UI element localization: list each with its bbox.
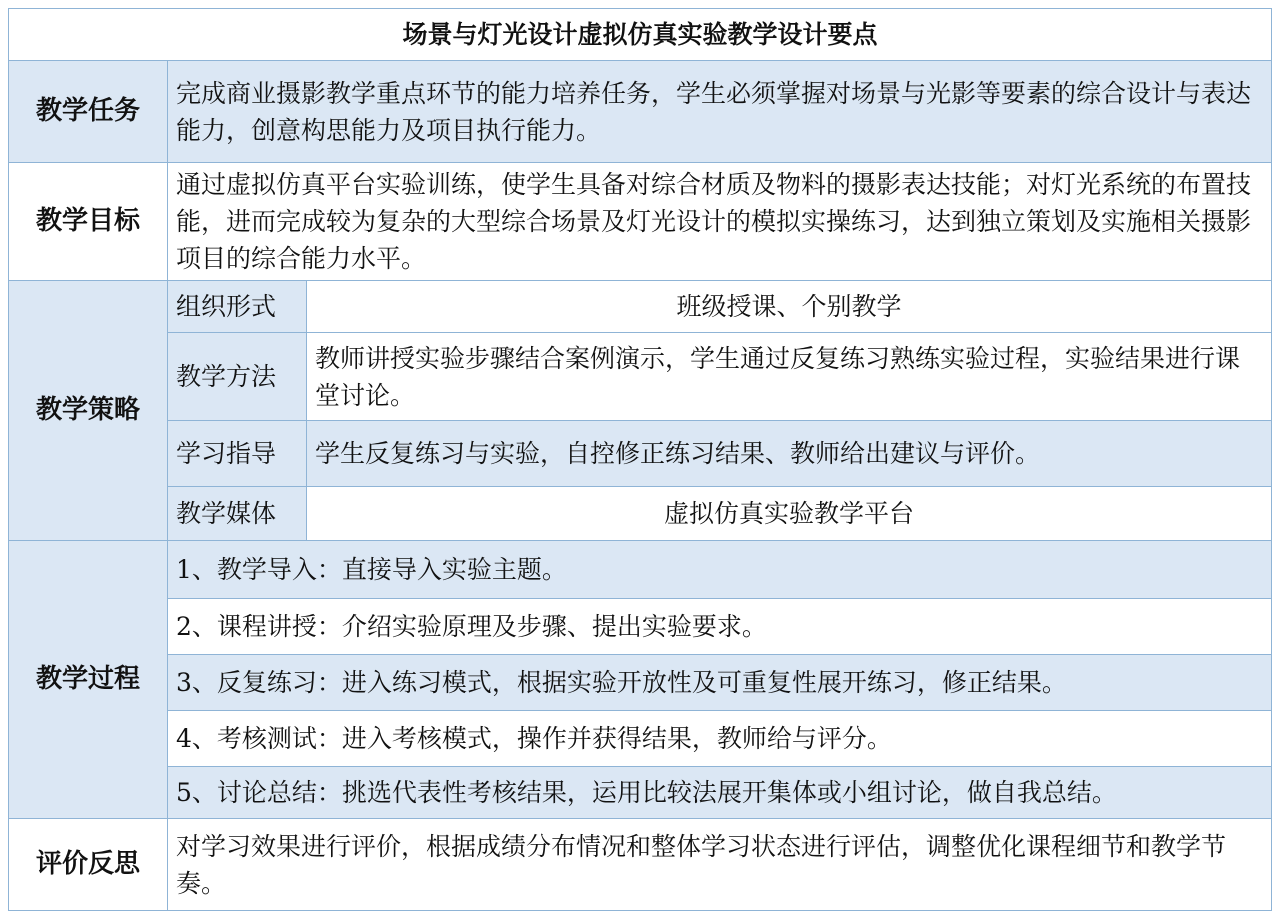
task-label: 教学任务 <box>9 61 168 163</box>
goal-label: 教学目标 <box>9 163 168 281</box>
strategy-label: 教学策略 <box>9 281 168 541</box>
task-text: 完成商业摄影教学重点环节的能力培养任务，学生必须掌握对场景与光影等要素的综合设计与表达能力，创意构思能力及项目执行能力。 <box>168 61 1272 163</box>
reflection-label: 评价反思 <box>9 819 168 911</box>
strategy-row-text: 教师讲授实验步骤结合案例演示，学生通过反复练习熟练实验过程，实验结果进行课堂讨论。 <box>307 333 1272 421</box>
process-step: 2、课程讲授：介绍实验原理及步骤、提出实验要求。 <box>168 599 1272 655</box>
strategy-row-label: 教学媒体 <box>168 487 307 541</box>
design-table-wrapper <box>8 8 1272 910</box>
strategy-row-label: 教学方法 <box>168 333 307 421</box>
reflection-text: 对学习效果进行评价，根据成绩分布情况和整体学习状态进行评估，调整优化课程细节和教学节奏。 <box>168 819 1272 911</box>
strategy-row-text: 学生反复练习与实验，自控修正练习结果、教师给出建议与评价。 <box>307 421 1272 487</box>
goal-text: 通过虚拟仿真平台实验训练，使学生具备对综合材质及物料的摄影表达技能；对灯光系统的布置技能，进而完成较为复杂的大型综合场景及灯光设计的模拟实操练习，达到独立策划及实施相关摄影项目的综合能力水平。 <box>168 163 1272 281</box>
process-label: 教学过程 <box>9 541 168 819</box>
table-title: 场景与灯光设计虚拟仿真实验教学设计要点 <box>9 9 1272 61</box>
strategy-row-text: 班级授课、个别教学 <box>307 281 1272 333</box>
strategy-row-label: 学习指导 <box>168 421 307 487</box>
process-step: 3、反复练习：进入练习模式，根据实验开放性及可重复性展开练习，修正结果。 <box>168 655 1272 711</box>
process-step: 1、教学导入：直接导入实验主题。 <box>168 541 1272 599</box>
strategy-row-text: 虚拟仿真实验教学平台 <box>307 487 1272 541</box>
teaching-design-table <box>8 8 1272 911</box>
process-step: 5、讨论总结：挑选代表性考核结果，运用比较法展开集体或小组讨论，做自我总结。 <box>168 767 1272 819</box>
strategy-row-label: 组织形式 <box>168 281 307 333</box>
process-step: 4、考核测试：进入考核模式，操作并获得结果，教师给与评分。 <box>168 711 1272 767</box>
